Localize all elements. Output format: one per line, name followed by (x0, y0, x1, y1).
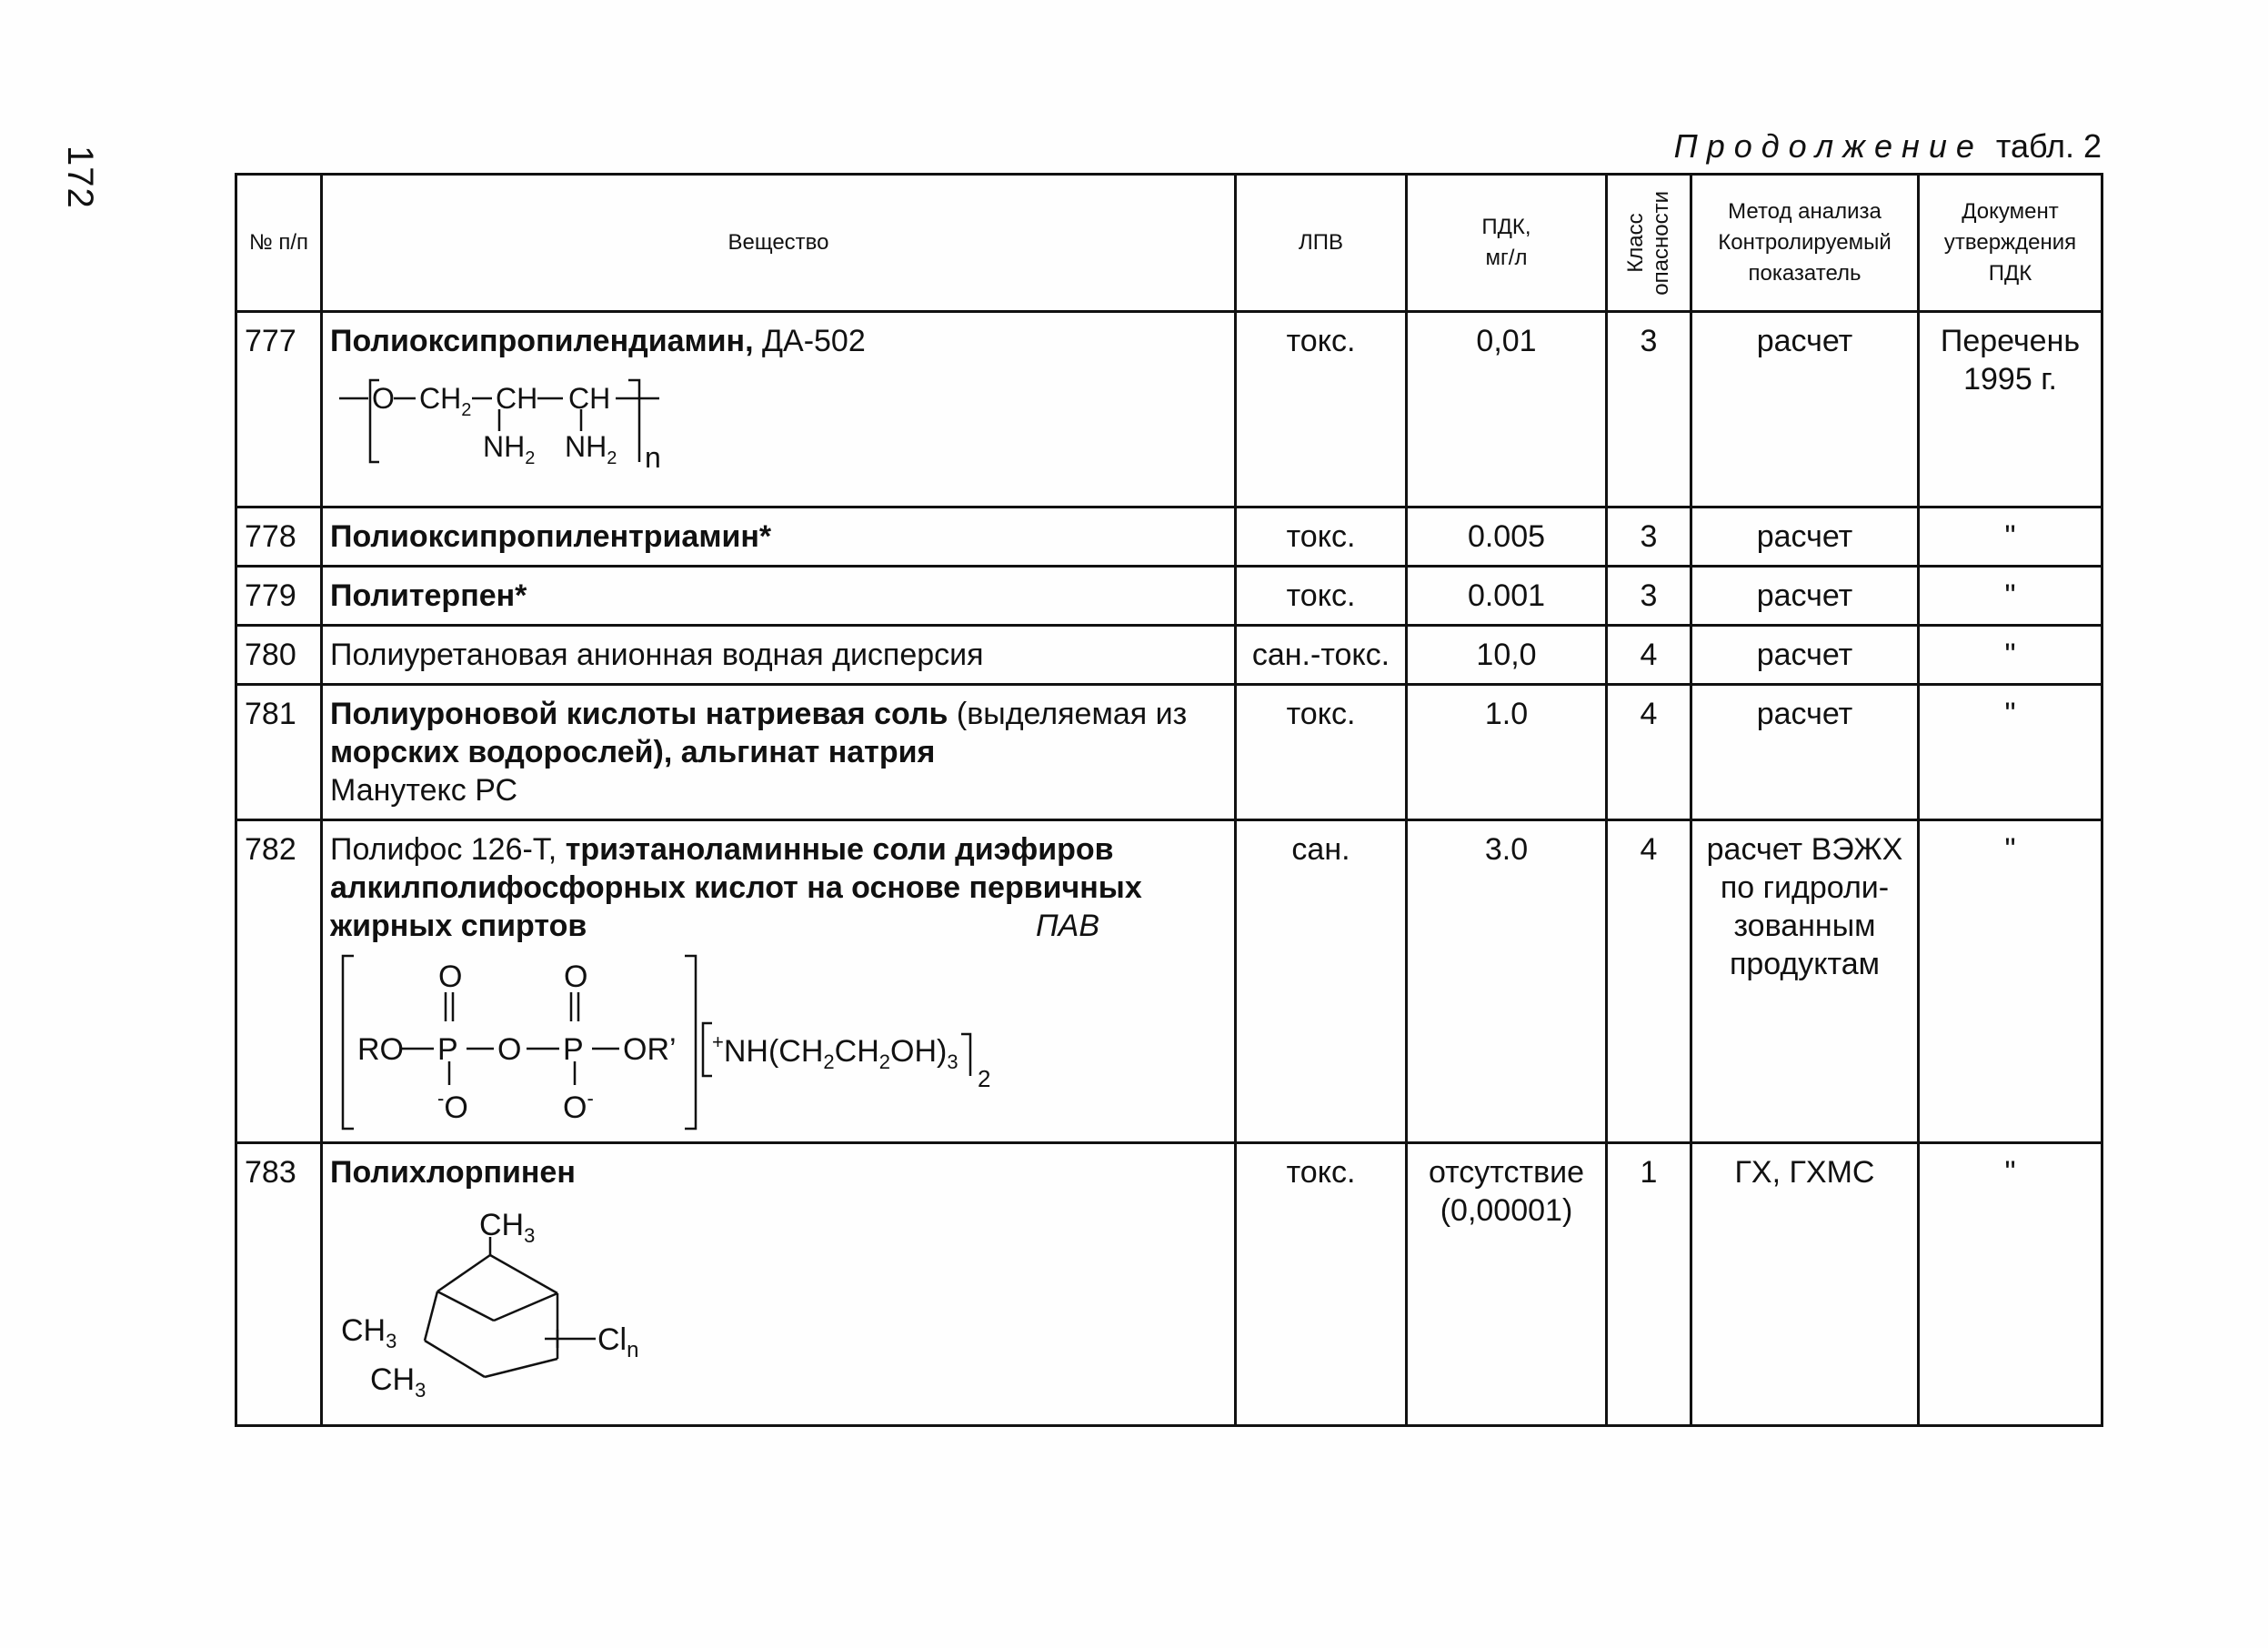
document-cell: " (1919, 1143, 2102, 1426)
substance-name-note: (выделяемая из (948, 697, 1188, 731)
page-number: 172 (60, 146, 100, 209)
lpv-cell: токс. (1236, 1143, 1407, 1426)
header-substance: Вещество (322, 175, 1236, 312)
svg-text:O: O (564, 960, 588, 994)
substance-cell (322, 1143, 1236, 1426)
header-pdk: ПДК, мг/л (1407, 175, 1607, 312)
polyoxypropylenediamine-structure-icon (330, 366, 748, 475)
row-num: 779 (236, 567, 322, 626)
svg-text:CH3: $CH_3$ (370, 1362, 427, 1402)
substances-table (235, 173, 2103, 1427)
svg-text:CH: CH (568, 382, 611, 415)
svg-text:CH3: $CH_3$ (479, 1208, 536, 1247)
hazard-class-cell: 4 (1607, 626, 1691, 685)
hazard-class-cell: 4 (1607, 685, 1691, 820)
polychloropinene-structure-icon (330, 1197, 676, 1415)
table-row (236, 820, 2102, 1143)
substance-cell (322, 567, 1236, 626)
substance-trade-name: Манутекс РС (330, 773, 518, 808)
svg-text:OR’: OR’ (623, 1032, 677, 1067)
lpv-cell: токс. (1236, 507, 1407, 567)
method-cell: расчет (1691, 626, 1919, 685)
substance-name: Политерпен* (330, 578, 527, 613)
pdk-cell: 0.001 (1407, 567, 1607, 626)
method-cell: ГХ, ГХМС (1691, 1143, 1919, 1426)
substance-name-continued: морских водорослей), альгинат натрия (330, 735, 936, 769)
substance-name: Полиоксипропилентриамин* (330, 519, 772, 554)
row-num: 780 (236, 626, 322, 685)
pdk-cell: 0.005 (1407, 507, 1607, 567)
document-cell: " (1919, 507, 2102, 567)
header-document: Документ утверждения ПДК (1919, 175, 2102, 312)
row-num: 781 (236, 685, 322, 820)
hazard-class-cell: 1 (1607, 1143, 1691, 1426)
header-num: № п/п (236, 175, 322, 312)
row-num: 778 (236, 507, 322, 567)
substance-name: Полиуретановая анионная водная дисперсия (330, 638, 984, 672)
header-method: Метод анализа Контролируемый показатель (1691, 175, 1919, 312)
header-lpv: ЛПВ (1236, 175, 1407, 312)
hazard-class-cell: 3 (1607, 312, 1691, 507)
continuation-label: Продолжение (1673, 127, 1983, 165)
lpv-cell: сан.-токс. (1236, 626, 1407, 685)
document-cell: " (1919, 626, 2102, 685)
document-cell: Перечень 1995 г. (1919, 312, 2102, 507)
method-cell: расчет ВЭЖХ по гидроли- зованным продуктам (1691, 820, 1919, 1143)
document-cell: " (1919, 820, 2102, 1143)
hazard-class-cell: 4 (1607, 820, 1691, 1143)
table-row (236, 312, 2102, 507)
svg-text:Cln: $Cl_n$ (597, 1322, 639, 1362)
table-row (236, 626, 2102, 685)
svg-text:+NH(CH2CH2OH)3: $^+NH(CH_2CH_2OH)_3$ (712, 1030, 958, 1073)
lpv-cell: токс. (1236, 567, 1407, 626)
svg-text:O: O (372, 382, 395, 415)
svg-text:O: O (438, 960, 463, 994)
table-row (236, 1143, 2102, 1426)
method-cell: расчет (1691, 312, 1919, 507)
svg-text:O-: O- (563, 1087, 594, 1125)
substance-cell (322, 507, 1236, 567)
pdk-cell: 3.0 (1407, 820, 1607, 1143)
table-header-row (236, 175, 2102, 312)
table-continuation-caption (1674, 127, 2102, 166)
svg-text:n: n (645, 441, 661, 474)
method-cell: расчет (1691, 685, 1919, 820)
substance-name: Полиуроновой кислоты натриевая соль (330, 697, 948, 731)
substance-type-note: ПАВ (1036, 909, 1099, 943)
method-cell: расчет (1691, 507, 1919, 567)
substance-cell (322, 312, 1236, 507)
svg-text:RO: RO (357, 1032, 404, 1067)
lpv-cell: сан. (1236, 820, 1407, 1143)
hazard-class-cell: 3 (1607, 567, 1691, 626)
svg-text:-O: -O (437, 1087, 468, 1125)
pdk-cell: 10,0 (1407, 626, 1607, 685)
svg-text:O: O (497, 1032, 522, 1067)
substance-name-continued: жирных спиртов (330, 909, 587, 943)
substance-name-continued: алкилполифосфорных кислот на основе первичных (330, 870, 1142, 905)
substance-name: Полихлорпинен (330, 1155, 576, 1190)
svg-text:2: 2 (978, 1065, 991, 1092)
lpv-cell: токс. (1236, 312, 1407, 507)
svg-text:CH2: $CH_2$ (419, 382, 472, 420)
svg-text:P: P (437, 1032, 458, 1067)
table-reference: табл. 2 (1995, 127, 2102, 165)
table-row (236, 507, 2102, 567)
svg-text:NH2: $NH_2$ (565, 430, 617, 468)
pdk-cell: 1.0 (1407, 685, 1607, 820)
polyphosphate-triethanolamine-salt-structure-icon (330, 950, 1076, 1132)
substance-cell (322, 685, 1236, 820)
hazard-class-cell: 3 (1607, 507, 1691, 567)
svg-text:CH3: $CH_3$ (341, 1313, 397, 1352)
substance-name: триэтаноламинные соли диэфиров (557, 832, 1114, 867)
document-cell: " (1919, 685, 2102, 820)
table-row (236, 685, 2102, 820)
substance-name-suffix: ДА-502 (753, 324, 866, 358)
substance-cell (322, 626, 1236, 685)
table-row (236, 567, 2102, 626)
pdk-cell: отсутствие (0,00001) (1407, 1143, 1607, 1426)
substance-cell (322, 820, 1236, 1143)
lpv-cell: токс. (1236, 685, 1407, 820)
document-cell: " (1919, 567, 2102, 626)
svg-text:P: P (563, 1032, 584, 1067)
substance-name: Полиоксипропилендиамин, (330, 324, 754, 358)
header-hazard-class: Класс опасности (1607, 175, 1691, 312)
svg-text:NH2: $NH_2$ (483, 430, 536, 468)
pdk-cell: 0,01 (1407, 312, 1607, 507)
row-num: 783 (236, 1143, 322, 1426)
method-cell: расчет (1691, 567, 1919, 626)
row-num: 777 (236, 312, 322, 507)
svg-text:CH: CH (496, 382, 538, 415)
substance-trade-name: Полифос 126-Т, (330, 832, 557, 867)
row-num: 782 (236, 820, 322, 1143)
